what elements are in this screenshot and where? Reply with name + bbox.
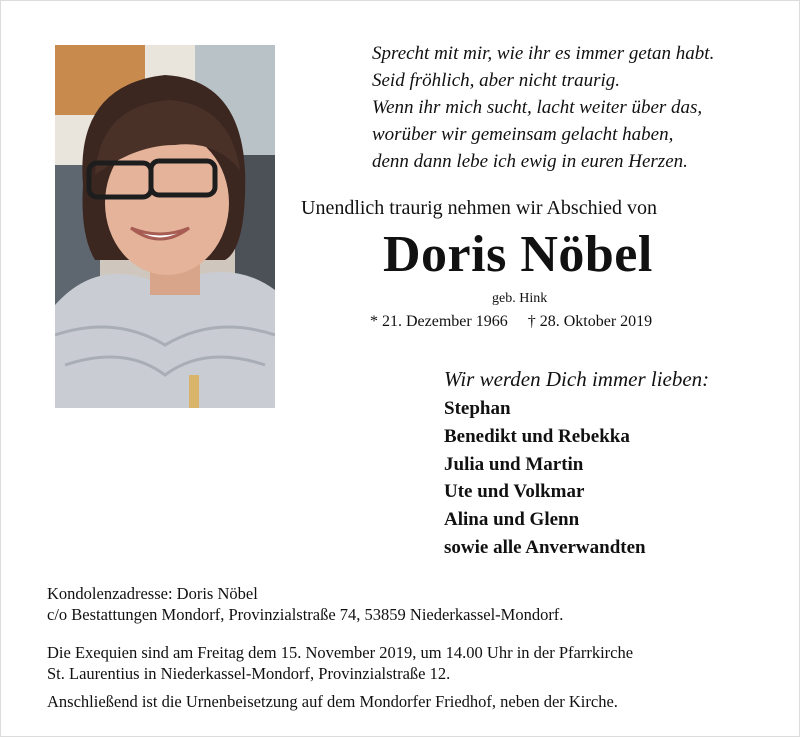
family-member: Ute und Volkmar <box>444 481 585 503</box>
service-line: Die Exequien sind am Freitag dem 15. November 2019, um 14.00 Uhr in der Pfarrkirche <box>47 643 634 662</box>
funeral-service-info <box>47 642 633 684</box>
birth-name: geb. Hink <box>492 291 548 306</box>
family-member: Julia und Martin <box>444 453 584 475</box>
urn-burial-info: Anschließend ist die Urnenbeisetzung auf dem Mondorfer Friedhof, neben der Kirche. <box>47 692 618 711</box>
family-list <box>444 395 646 562</box>
birth-date: * 21. Dezember 1966 <box>370 313 508 330</box>
family-member: sowie alle Anverwandten <box>444 536 646 558</box>
condolence-address <box>47 583 563 625</box>
family-intro: Wir werden Dich immer lieben: <box>444 367 710 391</box>
deceased-name: Doris Nöbel <box>383 226 653 283</box>
condolence-line: Kondolenzadresse: Doris Nöbel <box>47 584 258 603</box>
poem-line: worüber wir gemeinsam gelacht haben, <box>372 124 674 145</box>
life-dates <box>370 313 652 331</box>
portrait-photo <box>55 45 275 408</box>
poem-line: Wenn ihr mich sucht, lacht weiter über das, <box>372 97 703 118</box>
family-member: Stephan <box>444 398 511 419</box>
poem-line: denn dann lebe ich ewig in euren Herzen. <box>372 151 688 172</box>
death-date: † 28. Oktober 2019 <box>527 313 653 330</box>
poem <box>372 40 782 175</box>
family-member: Alina und Glenn <box>444 509 580 531</box>
poem-line: Sprecht mit mir, wie ihr es immer getan habt. <box>372 43 715 64</box>
family-member: Benedikt und Rebekka <box>444 425 630 447</box>
poem-line: Seid fröhlich, aber nicht traurig. <box>372 70 621 91</box>
service-line: St. Laurentius in Niederkassel-Mondorf, Provinzialstraße 12. <box>47 664 451 683</box>
farewell-intro: Unendlich traurig nehmen wir Abschied von <box>301 197 658 219</box>
condolence-line: c/o Bestattungen Mondorf, Provinzialstraße 74, 53859 Niederkassel-Mondorf. <box>47 605 564 624</box>
